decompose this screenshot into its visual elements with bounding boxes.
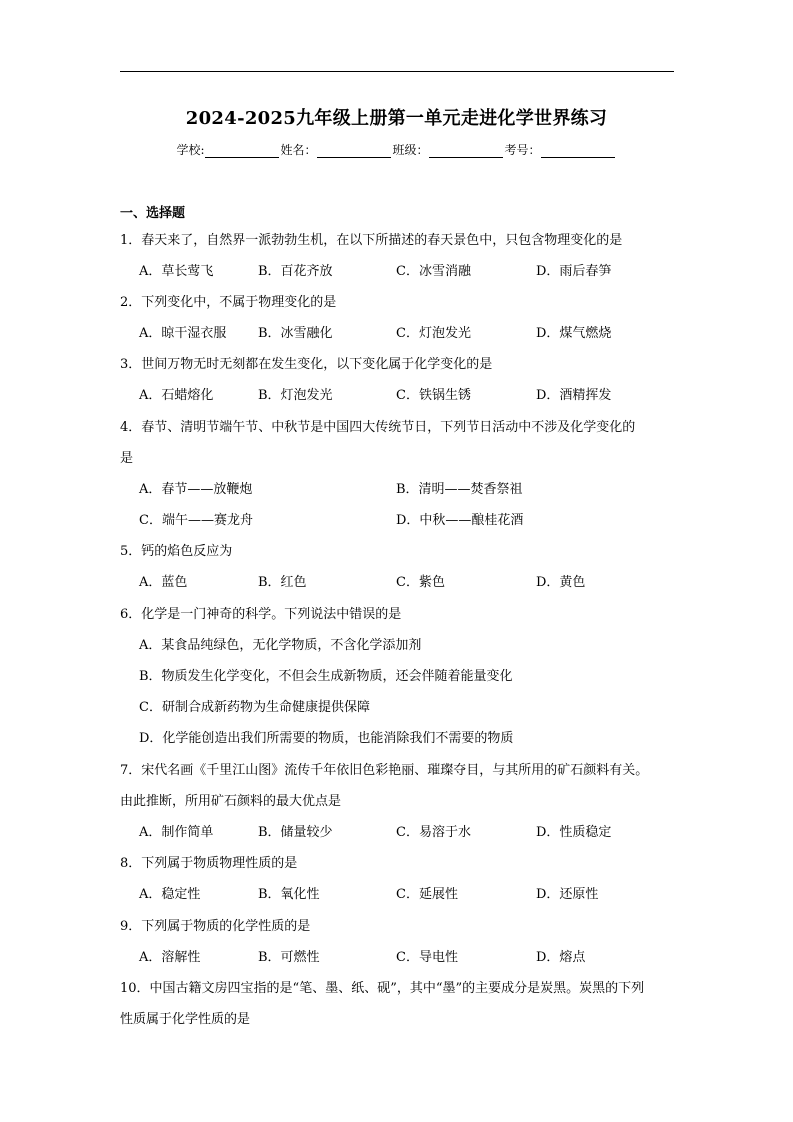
- question-1: 1．春天来了，自然界一派勃勃生机，在以下所描述的春天景色中，只包含物理变化的是: [120, 233, 623, 248]
- question-8: 8．下列属于物质物理性质的是: [120, 856, 298, 871]
- option-c[interactable]: C．冰雪消融: [396, 264, 471, 279]
- option-b[interactable]: B．可燃性: [258, 950, 320, 965]
- option-a[interactable]: A．蓝色: [139, 575, 188, 590]
- school-label: 学校:: [176, 143, 205, 157]
- question-2: 2．下列变化中，不属于物理变化的是: [120, 295, 337, 310]
- option-a[interactable]: A．某食品纯绿色，无化学物质，不含化学添加剂: [139, 638, 422, 653]
- option-b[interactable]: B．百花齐放: [258, 264, 333, 279]
- option-d[interactable]: D．性质稳定: [536, 825, 612, 840]
- option-b[interactable]: B．红色: [258, 575, 307, 590]
- option-b[interactable]: B．灯泡发光: [258, 388, 333, 403]
- question-4: 4．春节、清明节端午节、中秋节是中国四大传统节日，下列节日活动中不涉及化学变化的: [120, 420, 636, 435]
- option-c[interactable]: C．端午——赛龙舟: [139, 513, 253, 528]
- class-label: 班级：: [392, 143, 429, 157]
- header-rule: [120, 71, 674, 72]
- question-3: 3．世间万物无时无刻都在发生变化，以下变化属于化学变化的是: [120, 357, 493, 372]
- option-c[interactable]: C．延展性: [396, 887, 458, 902]
- option-a[interactable]: A．制作简单: [139, 825, 214, 840]
- option-d[interactable]: D．熔点: [536, 950, 586, 965]
- option-d[interactable]: D．化学能创造出我们所需要的物质，也能消除我们不需要的物质: [139, 731, 514, 746]
- option-a[interactable]: A．稳定性: [139, 887, 201, 902]
- option-b[interactable]: B．冰雪融化: [258, 326, 333, 341]
- question-9: 9．下列属于物质的化学性质的是: [120, 919, 311, 934]
- option-c[interactable]: C．研制合成新药物为生命健康提供保障: [139, 700, 370, 715]
- option-d[interactable]: D．黄色: [536, 575, 586, 590]
- option-d[interactable]: D．酒精挥发: [536, 388, 612, 403]
- option-b[interactable]: B．清明——焚香祭祖: [396, 482, 523, 497]
- exam-number-label: 考号：: [504, 143, 541, 157]
- page-title: 2024-2025九年级上册第一单元走进化学世界练习: [185, 108, 608, 129]
- option-a[interactable]: A．石蜡熔化: [139, 388, 214, 403]
- option-a[interactable]: A．草长莺飞: [139, 264, 214, 279]
- question-3-options: [139, 384, 699, 402]
- question-7: 7．宋代名画《千里江山图》流传千年依旧色彩艳丽、璀璨夺目，与其所用的矿石颜料有关。: [120, 763, 649, 778]
- section-title: 一、选择题: [120, 206, 186, 221]
- option-c[interactable]: C．铁锅生锈: [396, 388, 471, 403]
- option-a[interactable]: A．春节——放鞭炮: [139, 482, 253, 497]
- question-1-options: [139, 260, 699, 278]
- option-b[interactable]: B．氧化性: [258, 887, 320, 902]
- option-c[interactable]: C．导电性: [396, 950, 458, 965]
- question-4-options-row2: [139, 509, 699, 527]
- option-d[interactable]: D．中秋——酿桂花酒: [396, 513, 524, 528]
- school-field[interactable]: [205, 145, 279, 158]
- option-c[interactable]: C．易溶于水: [396, 825, 471, 840]
- question-2-options: [139, 322, 699, 340]
- option-c[interactable]: C．灯泡发光: [396, 326, 471, 341]
- option-d[interactable]: D．还原性: [536, 887, 599, 902]
- question-4-cont: 是: [120, 451, 134, 466]
- option-c[interactable]: C．紫色: [396, 575, 445, 590]
- option-b[interactable]: B．储量较少: [258, 825, 333, 840]
- question-10: 10．中国古籍文房四宝指的是“笔、墨、纸、砚”，其中“墨”的主要成分是炭黑。炭黑的下列: [120, 981, 645, 996]
- question-7-options: [139, 821, 699, 839]
- question-8-options: [139, 883, 699, 901]
- option-b[interactable]: B．物质发生化学变化，不但会生成新物质，还会伴随着能量变化: [139, 669, 513, 684]
- question-10-cont: 性质属于化学性质的是: [120, 1012, 251, 1027]
- option-a[interactable]: A．晾干湿衣服: [139, 326, 227, 341]
- class-field[interactable]: [429, 145, 503, 158]
- option-a[interactable]: A．溶解性: [139, 950, 201, 965]
- option-d[interactable]: D．雨后春笋: [536, 264, 612, 279]
- question-9-options: [139, 946, 699, 964]
- question-4-options-row1: [139, 478, 699, 496]
- name-field[interactable]: [317, 145, 391, 158]
- question-5-options: [139, 571, 699, 589]
- question-6: 6．化学是一门神奇的科学。下列说法中错误的是: [120, 607, 402, 622]
- student-info-line: [0, 141, 793, 158]
- name-label: 姓名：: [280, 143, 317, 157]
- question-7-cont: 由此推断，所用矿石颜料的最大优点是: [120, 794, 342, 809]
- option-d[interactable]: D．煤气燃烧: [536, 326, 612, 341]
- question-5: 5．钙的焰色反应为: [120, 544, 233, 559]
- exam-number-field[interactable]: [541, 145, 615, 158]
